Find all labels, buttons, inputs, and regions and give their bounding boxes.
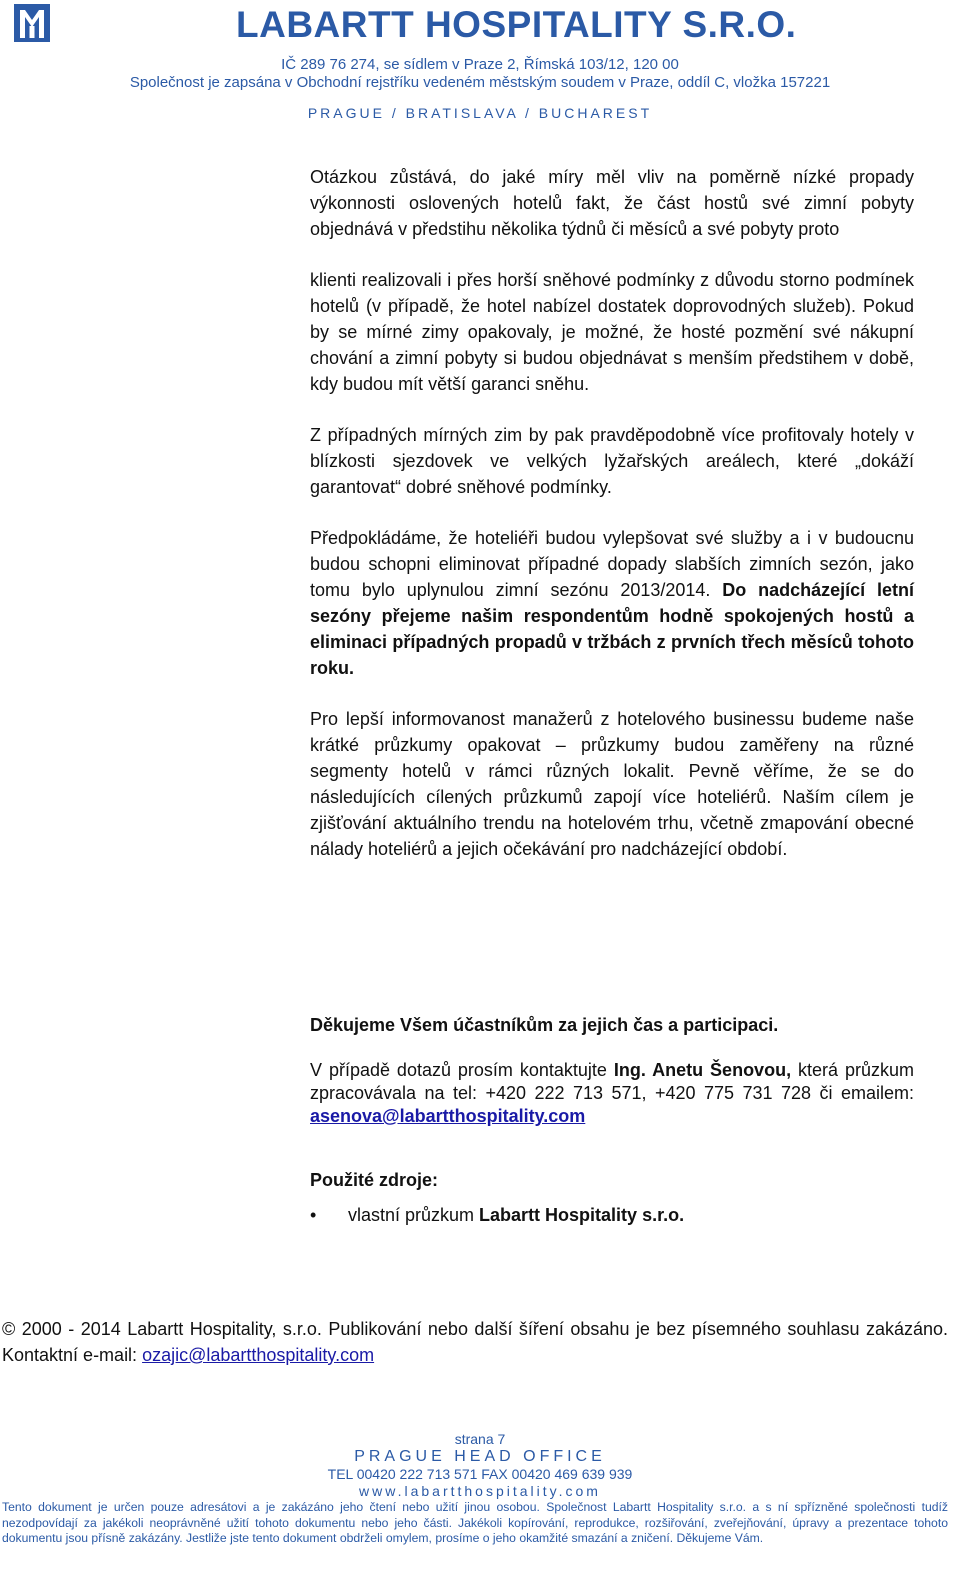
letterhead bbox=[0, 0, 960, 130]
registration-line-2: Společnost je zapsána v Obchodní rejstříku vedeném městským soudem v Praze, oddíl C, vložka 157221 bbox=[129, 74, 831, 91]
bullet-icon: • bbox=[310, 1205, 317, 1225]
source-list-item bbox=[310, 1205, 684, 1226]
page-number: strana 7 bbox=[454, 1431, 506, 1447]
contact-pre: V případě dotazů prosím kontaktujte bbox=[310, 1060, 614, 1080]
company-logo-icon bbox=[14, 4, 50, 42]
paragraph-4 bbox=[310, 525, 914, 681]
paragraph-4-text: Předpokládáme, že hoteliéři budou vylepšovat své služby a i v budoucnu budou schopni eliminovat případné dopady slabších zimních sezón, jako tomu bylo uplynulou zimní sezónu 2013/2014. bbox=[310, 528, 914, 600]
contact-paragraph bbox=[310, 1059, 914, 1128]
paragraph-4-bold: Do nadcházející letní sezóny přejeme našim respondentům hodně spokojených hostů a eliminaci případných propadů v tržbách z prvních třech měsíců tohoto roku. bbox=[310, 580, 914, 678]
head-office: PRAGUE HEAD OFFICE bbox=[354, 1448, 606, 1465]
sources-heading: Použité zdroje: bbox=[310, 1170, 439, 1190]
website: www.labartthospitality.com bbox=[359, 1483, 601, 1499]
registration-line-1: IČ 289 76 274, se sídlem v Praze 2, Římská 103/12, 120 00 bbox=[281, 56, 679, 73]
copyright-text: © 2000 - 2014 Labartt Hospitality, s.r.o. Publikování nebo další šíření obsahu je bez písemného souhlasu zakázáno. Kontaktní e-mail: bbox=[2, 1319, 948, 1365]
source-item-bold: Labartt Hospitality s.r.o. bbox=[479, 1205, 685, 1225]
body-text bbox=[310, 164, 914, 862]
legal-disclaimer bbox=[2, 1500, 948, 1547]
paragraph-3: Z případných mírných zim by pak pravděpodobně více profitovaly hotely v blízkosti sjezdovek ve velkých lyžařských areálech, které „dokáží garantovat“ dobré sněhové podmínky. bbox=[310, 425, 914, 497]
contact-email-link[interactable]: asenova@labartthospitality.com bbox=[310, 1106, 586, 1126]
paragraph-5: Pro lepší informovanost manažerů z hotelového businessu budeme naše krátké průzkumy opakovat – průzkumy budou zaměřeny na různé segmenty hotelů v rámci různých lokalit. Pevně věříme, že se do následujících cílených průzkumů zapojí více hoteliérů. Naším cílem je zjišťování aktuálního trendu na hotelovém trhu, včetně zmapování obecné nálady hoteliérů a jejich očekávání pro nadcházející období. bbox=[310, 709, 914, 859]
contact-name: Ing. Anetu Šenovou, bbox=[613, 1060, 792, 1080]
company-name: LABARTT HOSPITALITY S.R.O. bbox=[236, 4, 797, 45]
office-cities: PRAGUE / BRATISLAVA / BUCHAREST bbox=[307, 105, 653, 121]
contact-mid: která průzkum zpracovávala na tel: +420 222 713 571, +420 775 731 728 či emailem: bbox=[310, 1060, 914, 1103]
phone-fax: TEL 00420 222 713 571 FAX 00420 469 639 939 bbox=[327, 1466, 633, 1482]
paragraph-1: Otázkou zůstává, do jaké míry měl vliv na poměrně nízké propady výkonnosti oslovených hotelů fakt, že část hostů své zimní pobyty objednává v předstihu několika týdnů či měsíců a své pobyty proto bbox=[310, 167, 914, 239]
copyright-email-link[interactable]: ozajic@labartthospitality.com bbox=[142, 1345, 375, 1365]
paragraph-2: klienti realizovali i přes horší sněhové podmínky z důvodu storno podmínek hotelů (v případě, že hotel nabízel dostatek doprovodných služeb). Pokud by se mírné zimy opakovaly, je možné, že hosté pozmění své nákupní chování a zimní pobyty si budou objednávat s menším předstihem v době, kdy budou mít větší garanci sněhu. bbox=[310, 270, 914, 394]
source-item-text: vlastní průzkum bbox=[348, 1205, 480, 1225]
copyright-notice bbox=[2, 1316, 948, 1368]
disclaimer-text: Tento dokument je určen pouze adresátovi a je zakázáno jeho čtení nebo užití jinou osobou. Společnost Labartt Hospitality s.r.o. a s ní spřízněné společnosti tudíž nezodpovídají za jakékoli neoprávněné užití tohoto dokumentu nebo jeho části. Jakékoli kopírování, reprodukce, rozšiřování, zveřejňování, úpravy a prezentace tohoto dokumentu jsou přísně zakázány. Jestliže jste tento dokument obdrželi omylem, prosíme o jeho okamžité smazání a zničení. Děkujeme Vám. bbox=[2, 1500, 948, 1545]
thanks-line: Děkujeme Všem účastníkům za jejich čas a participaci. bbox=[310, 1015, 779, 1035]
